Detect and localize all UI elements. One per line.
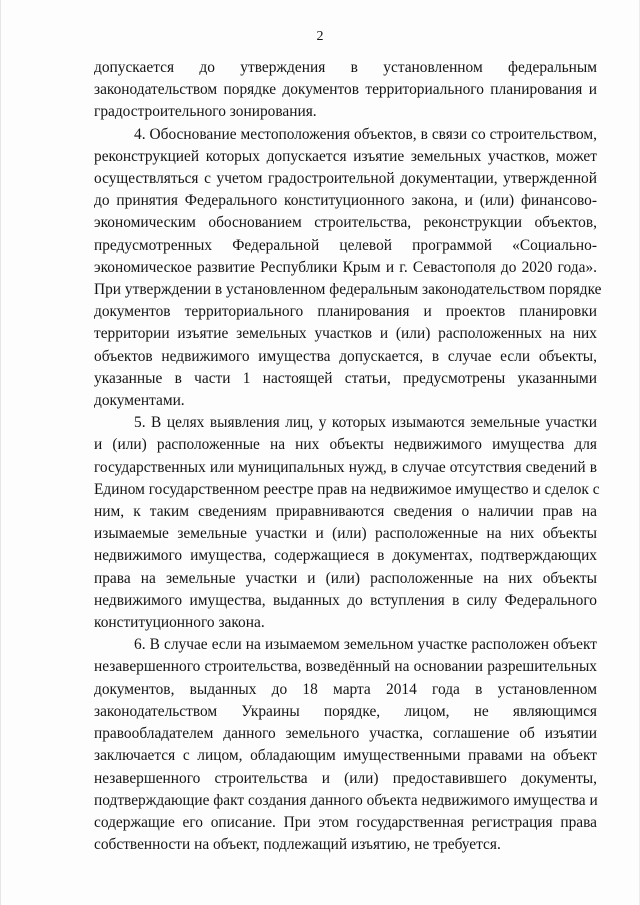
text-line: осуществляться с учетом градостроительной документации, утвержденной bbox=[94, 170, 597, 188]
text-line: документов территориального планирования и проектов планировки bbox=[94, 303, 597, 321]
text-line: 4. Обоснование местоположения объектов, в связи со строительством, bbox=[134, 125, 597, 143]
document-body bbox=[94, 57, 602, 856]
scan-edge bbox=[0, 0, 1, 905]
text-line: конституционного закона. bbox=[94, 614, 265, 632]
text-line: незавершенного строительства, возведённый на основании разрешительных bbox=[94, 658, 597, 676]
text-line: изымаемые земельные участки и (или) расположенные на них объекты bbox=[94, 525, 597, 543]
text-line: правообладателем данного земельного участка, соглашение об изъятии bbox=[94, 725, 597, 743]
paragraph-cont bbox=[94, 57, 597, 124]
page-number: 2 bbox=[316, 29, 324, 44]
text-line: допускается до утверждения в установленном федеральным bbox=[94, 59, 597, 76]
text-line: недвижимого имущества, содержащиеся в документах, подтверждающих bbox=[94, 547, 597, 565]
text-line: права на земельные участки и (или) расположенные на них объекты bbox=[94, 569, 597, 587]
text-line: ним, к таким сведениям приравниваются сведения о наличии прав на bbox=[94, 503, 597, 521]
text-line: до принятия Федерального конституционного закона, и (или) финансово- bbox=[94, 192, 597, 210]
text-line: недвижимого имущества, выданных до вступления в силу Федерального bbox=[94, 591, 597, 609]
text-line: собственности на объект, подлежащий изъятию, не требуется. bbox=[94, 836, 501, 854]
text-line: законодательством порядке документов территориального планирования и bbox=[94, 81, 597, 99]
text-line: законодательством Украины порядке, лицом, не являющимся bbox=[94, 702, 597, 720]
text-line: При утверждении в установленном федеральным законодательством порядке bbox=[94, 281, 602, 299]
text-line: документов, выданных до 18 марта 2014 года в установленном bbox=[94, 680, 597, 698]
text-line: 6. В случае если на изымаемом земельном участке расположен объект bbox=[134, 636, 597, 654]
text-line: объектов недвижимого имущества допускается, в случае если объекты, bbox=[94, 347, 597, 365]
text-line: указанные в части 1 настоящей статьи, предусмотрены указанными bbox=[94, 369, 597, 387]
text-line: 5. В целях выявления лиц, у которых изымаются земельные участки bbox=[134, 414, 597, 432]
text-line: территории изъятие земельных участков и (или) расположенных на них bbox=[94, 325, 597, 343]
text-line: экономическое развитие Республики Крым и г. Севастополя до 2020 года». bbox=[94, 258, 597, 276]
paragraph-p4 bbox=[94, 124, 602, 413]
text-line: реконструкцией которых допускается изъятие земельных участков, может bbox=[94, 147, 597, 165]
text-line: и (или) расположенные на них объекты недвижимого имущества для bbox=[94, 436, 597, 454]
text-line: незавершенного строительства и (или) предоставившего документы, bbox=[94, 769, 597, 787]
text-line: предусмотренных Федеральной целевой программой «Социально- bbox=[94, 236, 597, 254]
paragraph-p5 bbox=[94, 412, 600, 634]
text-line: содержащие его описание. При этом государственная регистрация права bbox=[94, 813, 597, 831]
text-line: градостроительного зонирования. bbox=[94, 103, 317, 121]
text-line: государственных или муниципальных нужд, в случае отсутствия сведений в bbox=[94, 458, 597, 476]
paragraph-p6 bbox=[94, 634, 597, 856]
text-line: документами. bbox=[94, 392, 185, 410]
text-line: заключается с лицом, обладающим имущественными правами на объект bbox=[94, 747, 597, 765]
text-line: экономическим обоснованием строительства, реконструкции объектов, bbox=[94, 214, 597, 232]
text-line: подтверждающие факт создания данного объекта недвижимого имущества и bbox=[94, 791, 598, 809]
text-line: Едином государственном реестре прав на недвижимое имущество и сделок с bbox=[94, 480, 600, 498]
